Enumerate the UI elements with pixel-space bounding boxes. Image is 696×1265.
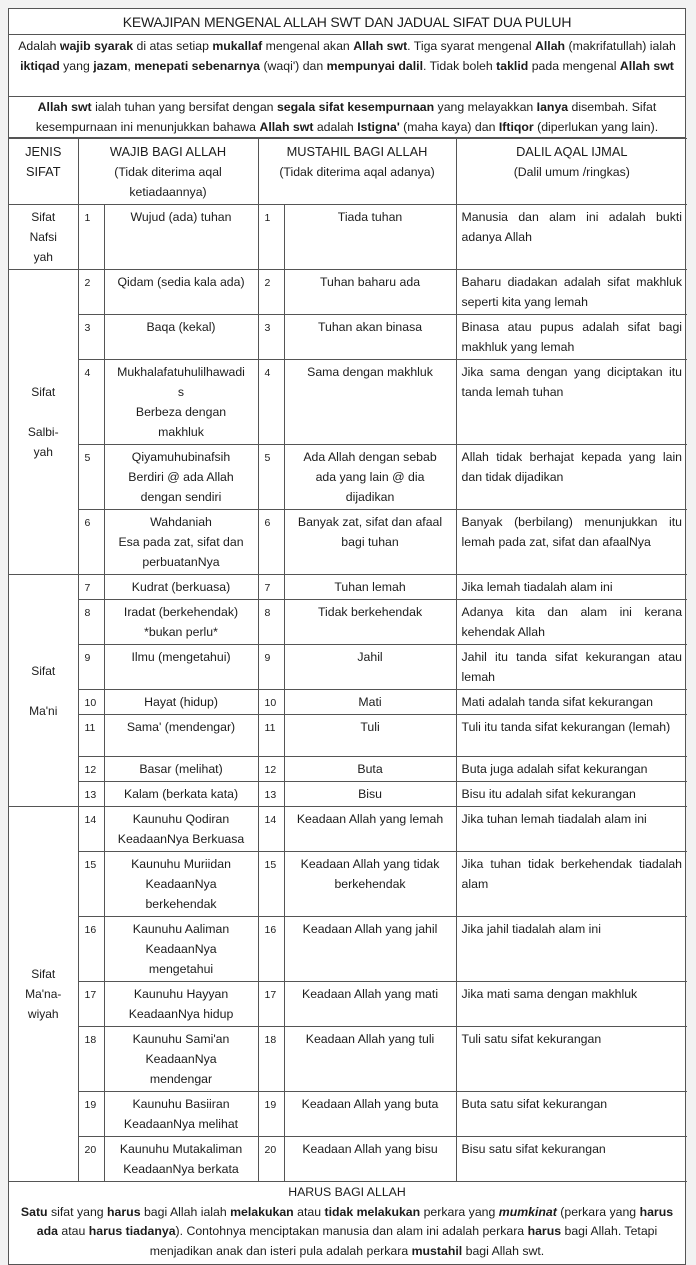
wajib-number: 8: [78, 600, 104, 645]
mustahil-number: 17: [258, 982, 284, 1027]
mustahil-number: 15: [258, 852, 284, 917]
table-row: [9, 510, 687, 575]
header-jenis-line1: JENIS: [25, 144, 62, 159]
mustahil-cell: Tidak berkehendak: [284, 600, 456, 645]
mustahil-number: 14: [258, 807, 284, 852]
dalil-cell: Adanya kita dan alam ini kerana kehendak Allah: [456, 600, 687, 645]
jenis-sifat-line: Nafsi: [29, 230, 57, 244]
mustahil-cell: Keadaan Allah yang jahil: [284, 917, 456, 982]
header-mustahil-title: MUSTAHIL BAGI ALLAH: [286, 144, 428, 159]
mustahil-number: 5: [258, 445, 284, 510]
table-row: [9, 645, 687, 690]
mustahil-cell: Keadaan Allah yang tidak berkehendak: [284, 852, 456, 917]
mustahil-cell: Keadaan Allah yang mati: [284, 982, 456, 1027]
table-row: [9, 205, 687, 270]
table-row: [9, 270, 687, 315]
header-dalil-title: DALIL AQAL IJMAL: [516, 144, 628, 159]
mustahil-cell: Bisu: [284, 782, 456, 807]
table-row: [9, 360, 687, 445]
mustahil-cell: Keadaan Allah yang tuli: [284, 1027, 456, 1092]
wajib-number: 17: [78, 982, 104, 1027]
wajib-number: 20: [78, 1137, 104, 1182]
header-mustahil: [258, 139, 456, 205]
table-row: [9, 757, 687, 782]
mustahil-cell: Jahil: [284, 645, 456, 690]
dalil-cell: Banyak (berbilang) menunjukkan itu lemah pada zat, sifat dan afaalNya: [456, 510, 687, 575]
table-row: [9, 807, 687, 852]
wajib-number: 11: [78, 715, 104, 757]
mustahil-cell: Ada Allah dengan sebab ada yang lain @ dia dijadikan: [284, 445, 456, 510]
wajib-cell: Qidam (sedia kala ada): [104, 270, 258, 315]
mustahil-cell: Tiada tuhan: [284, 205, 456, 270]
jenis-sifat-line: yah: [33, 445, 53, 459]
harus-paragraph: Satu sifat yang harus bagi Allah ialah melakukan atau tidak melakukan perkara yang mumkinat (perkara yang harus ada atau harus tiadanya). Contohnya menciptakan manusia dan alam ini adalah perkara harus bagi Allah. Tetapi menjadikan anak dan isteri pula adalah perkara mustahil bagi Allah swt.: [20, 1204, 674, 1258]
header-dalil: [456, 139, 687, 205]
mustahil-number: 3: [258, 315, 284, 360]
dalil-cell: Jika jahil tiadalah alam ini: [456, 917, 687, 982]
header-jenis-line2: SIFAT: [25, 164, 61, 179]
dalil-cell: Binasa atau pupus adalah sifat bagi makhluk yang lemah: [456, 315, 687, 360]
wajib-cell: Kaunuhu Muriidan KeadaanNya berkehendak: [104, 852, 258, 917]
wajib-number: 3: [78, 315, 104, 360]
mustahil-number: 9: [258, 645, 284, 690]
table-row: [9, 600, 687, 645]
jenis-sifat-cell: [9, 205, 78, 270]
dalil-cell: Tuli itu tanda sifat kekurangan (lemah): [456, 715, 687, 757]
table-row: [9, 782, 687, 807]
mustahil-number: 10: [258, 690, 284, 715]
wajib-cell: Kudrat (berkuasa): [104, 575, 258, 600]
mustahil-cell: Tuhan baharu ada: [284, 270, 456, 315]
mustahil-cell: Mati: [284, 690, 456, 715]
dalil-cell: Allah tidak berhajat kepada yang lain dan tidak dijadikan: [456, 445, 687, 510]
header-wajib: [78, 139, 258, 205]
wajib-cell: Kaunuhu Basiiran KeadaanNya melihat: [104, 1092, 258, 1137]
dalil-cell: Buta satu sifat kekurangan: [456, 1092, 687, 1137]
jenis-sifat-line: Ma'na-: [25, 987, 62, 1001]
mustahil-number: 8: [258, 600, 284, 645]
mustahil-number: 12: [258, 757, 284, 782]
wajib-number: 19: [78, 1092, 104, 1137]
jenis-sifat-line: Sifat: [31, 210, 56, 224]
allah-definition-paragraph: Allah swt ialah tuhan yang bersifat dengan segala sifat kesempurnaan yang melayakkan Ianya disembah. Sifat kesempurnaan ini menunjukkan bahawa Allah swt adalah Istigna' (maha kaya) dan Iftiqor (diperlukan yang lain).: [9, 97, 685, 138]
wajib-cell: Qiyamuhubinafsih Berdiri @ ada Allah dengan sendiri: [104, 445, 258, 510]
wajib-number: 6: [78, 510, 104, 575]
wajib-number: 2: [78, 270, 104, 315]
wajib-cell: Sama' (mendengar): [104, 715, 258, 757]
table-row: [9, 715, 687, 757]
wajib-cell: Kaunuhu Qodiran KeadaanNya Berkuasa: [104, 807, 258, 852]
header-dalil-sub: (Dalil umum /ringkas): [513, 165, 630, 179]
mustahil-cell: Keadaan Allah yang buta: [284, 1092, 456, 1137]
wajib-cell: Iradat (berkehendak) *bukan perlu*: [104, 600, 258, 645]
header-wajib-title: WAJIB BAGI ALLAH: [109, 144, 227, 159]
wajib-cell: Kaunuhu Sami'an KeadaanNya mendengar: [104, 1027, 258, 1092]
dalil-cell: Jika lemah tiadalah alam ini: [456, 575, 687, 600]
table-row: [9, 445, 687, 510]
dalil-cell: Jika sama dengan yang diciptakan itu tanda lemah tuhan: [456, 360, 687, 445]
table-row: [9, 982, 687, 1027]
jenis-sifat-line: wiyah: [27, 1007, 59, 1021]
wajib-number: 14: [78, 807, 104, 852]
jenis-sifat-line: yah: [33, 250, 53, 264]
wajib-number: 9: [78, 645, 104, 690]
wajib-number: 18: [78, 1027, 104, 1092]
dalil-cell: Buta juga adalah sifat kekurangan: [456, 757, 687, 782]
harus-section: [9, 1182, 685, 1264]
table-body: [9, 205, 687, 1182]
jenis-sifat-line: Sifat: [31, 663, 56, 678]
dalil-cell: Tuli satu sifat kekurangan: [456, 1027, 687, 1092]
dalil-cell: Manusia dan alam ini adalah bukti adanya Allah: [456, 205, 687, 270]
wajib-number: 10: [78, 690, 104, 715]
table-row: [9, 1027, 687, 1092]
table-row: [9, 917, 687, 982]
dalil-cell: Bisu itu adalah sifat kekurangan: [456, 782, 687, 807]
mustahil-cell: Sama dengan makhluk: [284, 360, 456, 445]
jenis-sifat-line: [13, 402, 74, 422]
dalil-cell: Jika mati sama dengan makhluk: [456, 982, 687, 1027]
wajib-cell: Mukhalafatuhulilhawadi s Berbeza dengan makhluk: [104, 360, 258, 445]
header-jenis-sifat: [9, 139, 78, 205]
jenis-sifat-line: [13, 681, 74, 701]
page-title: KEWAJIPAN MENGENAL ALLAH SWT DAN JADUAL SIFAT DUA PULUH: [9, 9, 685, 35]
mustahil-cell: Keadaan Allah yang lemah: [284, 807, 456, 852]
harus-title: HARUS BAGI ALLAH: [288, 1185, 406, 1199]
mustahil-cell: Keadaan Allah yang bisu: [284, 1137, 456, 1182]
table-header-row: [9, 139, 687, 205]
wajib-number: 1: [78, 205, 104, 270]
header-mustahil-sub: (Tidak diterima aqal adanya): [279, 165, 435, 179]
mustahil-cell: Tuhan akan binasa: [284, 315, 456, 360]
wajib-cell: Kalam (berkata kata): [104, 782, 258, 807]
wajib-cell: Wahdaniah Esa pada zat, sifat dan perbuatanNya: [104, 510, 258, 575]
dalil-cell: Jika tuhan tidak berkehendak tiadalah alam: [456, 852, 687, 917]
mustahil-number: 11: [258, 715, 284, 757]
wajib-cell: Wujud (ada) tuhan: [104, 205, 258, 270]
header-wajib-sub: (Tidak diterima aqal ketiadaannya): [114, 165, 222, 199]
mustahil-number: 13: [258, 782, 284, 807]
mustahil-cell: Tuhan lemah: [284, 575, 456, 600]
mustahil-cell: Banyak zat, sifat dan afaal bagi tuhan: [284, 510, 456, 575]
dalil-cell: Jahil itu tanda sifat kekurangan atau lemah: [456, 645, 687, 690]
intro-paragraph: Adalah wajib syarak di atas setiap mukallaf mengenal akan Allah swt. Tiga syarat mengenal Allah (makrifatullah) ialah iktiqad yang jazam, menepati sebenarnya (waqi') dan mempunyai dalil. Tidak boleh taklid pada mengenal Allah swt: [9, 35, 685, 97]
jenis-sifat-cell: [9, 807, 78, 1182]
dalil-cell: Jika tuhan lemah tiadalah alam ini: [456, 807, 687, 852]
mustahil-cell: Tuli: [284, 715, 456, 757]
wajib-cell: Basar (melihat): [104, 757, 258, 782]
wajib-cell: Hayat (hidup): [104, 690, 258, 715]
mustahil-number: 6: [258, 510, 284, 575]
document-page: [8, 8, 686, 1265]
jenis-sifat-cell: [9, 575, 78, 807]
table-row: [9, 575, 687, 600]
table-row: [9, 1137, 687, 1182]
wajib-cell: Kaunuhu Mutakaliman KeadaanNya berkata: [104, 1137, 258, 1182]
wajib-cell: Baqa (kekal): [104, 315, 258, 360]
wajib-cell: Kaunuhu Hayyan KeadaanNya hidup: [104, 982, 258, 1027]
mustahil-number: 16: [258, 917, 284, 982]
dalil-cell: Baharu diadakan adalah sifat makhluk seperti kita yang lemah: [456, 270, 687, 315]
table-row: [9, 852, 687, 917]
jenis-sifat-line: Ma'ni: [29, 703, 58, 718]
mustahil-number: 7: [258, 575, 284, 600]
jenis-sifat-line: Sifat: [31, 967, 56, 981]
mustahil-number: 2: [258, 270, 284, 315]
table-row: [9, 1092, 687, 1137]
wajib-cell: Kaunuhu Aaliman KeadaanNya mengetahui: [104, 917, 258, 982]
wajib-number: 13: [78, 782, 104, 807]
wajib-number: 5: [78, 445, 104, 510]
dalil-cell: Bisu satu sifat kekurangan: [456, 1137, 687, 1182]
sifat-table: [9, 138, 687, 1182]
wajib-number: 12: [78, 757, 104, 782]
jenis-sifat-line: Salbi-: [27, 425, 59, 439]
mustahil-number: 20: [258, 1137, 284, 1182]
table-row: [9, 315, 687, 360]
wajib-number: 7: [78, 575, 104, 600]
jenis-sifat-line: Sifat: [31, 385, 56, 399]
wajib-number: 16: [78, 917, 104, 982]
dalil-cell: Mati adalah tanda sifat kekurangan: [456, 690, 687, 715]
mustahil-cell: Buta: [284, 757, 456, 782]
wajib-number: 4: [78, 360, 104, 445]
wajib-number: 15: [78, 852, 104, 917]
jenis-sifat-cell: [9, 270, 78, 575]
mustahil-number: 19: [258, 1092, 284, 1137]
mustahil-number: 1: [258, 205, 284, 270]
table-row: [9, 690, 687, 715]
mustahil-number: 18: [258, 1027, 284, 1092]
wajib-cell: Ilmu (mengetahui): [104, 645, 258, 690]
mustahil-number: 4: [258, 360, 284, 445]
